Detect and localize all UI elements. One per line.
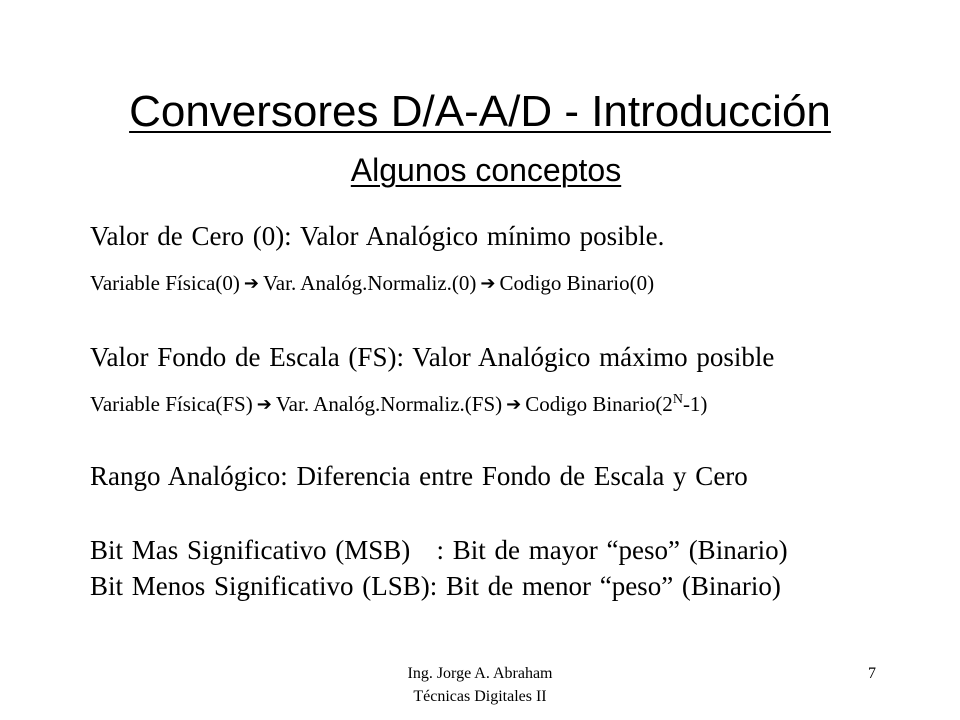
footer-course: Técnicas Digitales II <box>413 688 547 705</box>
full-scale-chain-physical: Variable Física(FS) <box>90 392 253 416</box>
zero-chain-binary: Codigo Binario(0) <box>499 271 655 295</box>
slide-title: Conversores D/A-A/D - Introducción <box>129 87 831 136</box>
range-definition: Rango Analógico: Diferencia entre Fondo de Escala y Cero <box>90 461 748 491</box>
arrow-right-icon: ➔ <box>256 394 272 415</box>
footer-author: Ing. Jorge A. Abraham <box>407 665 553 682</box>
slide-subtitle-block <box>0 150 960 190</box>
footer-credits <box>330 662 630 708</box>
slide-subtitle: Algunos conceptos <box>350 152 622 188</box>
lsb-definition: Bit Menos Significativo (LSB): Bit de menor “peso” (Binario) <box>90 571 781 601</box>
arrow-right-icon: ➔ <box>243 273 259 294</box>
page-number: 7 <box>868 665 876 682</box>
full-scale-definition: Valor Fondo de Escala (FS): Valor Analógico máximo posible <box>90 342 775 372</box>
zero-chain <box>90 269 654 298</box>
slide-title-block <box>0 86 960 138</box>
full-scale-chain <box>90 390 707 419</box>
arrow-right-icon: ➔ <box>506 394 522 415</box>
zero-chain-normalized: Var. Analóg.Normaliz.(0) <box>262 271 477 295</box>
arrow-right-icon: ➔ <box>480 273 496 294</box>
zero-chain-physical: Variable Física(0) <box>90 271 240 295</box>
full-scale-chain-binary-suffix: -1) <box>682 392 708 416</box>
msb-definition: Bit Mas Significativo (MSB) : Bit de mayor “peso” (Binario) <box>90 535 788 565</box>
full-scale-chain-binary: Codigo Binario(2 <box>525 392 673 416</box>
zero-definition: Valor de Cero (0): Valor Analógico mínimo posible. <box>90 221 665 251</box>
full-scale-chain-normalized: Var. Analóg.Normaliz.(FS) <box>275 392 503 416</box>
exponent-n: N <box>672 392 683 407</box>
